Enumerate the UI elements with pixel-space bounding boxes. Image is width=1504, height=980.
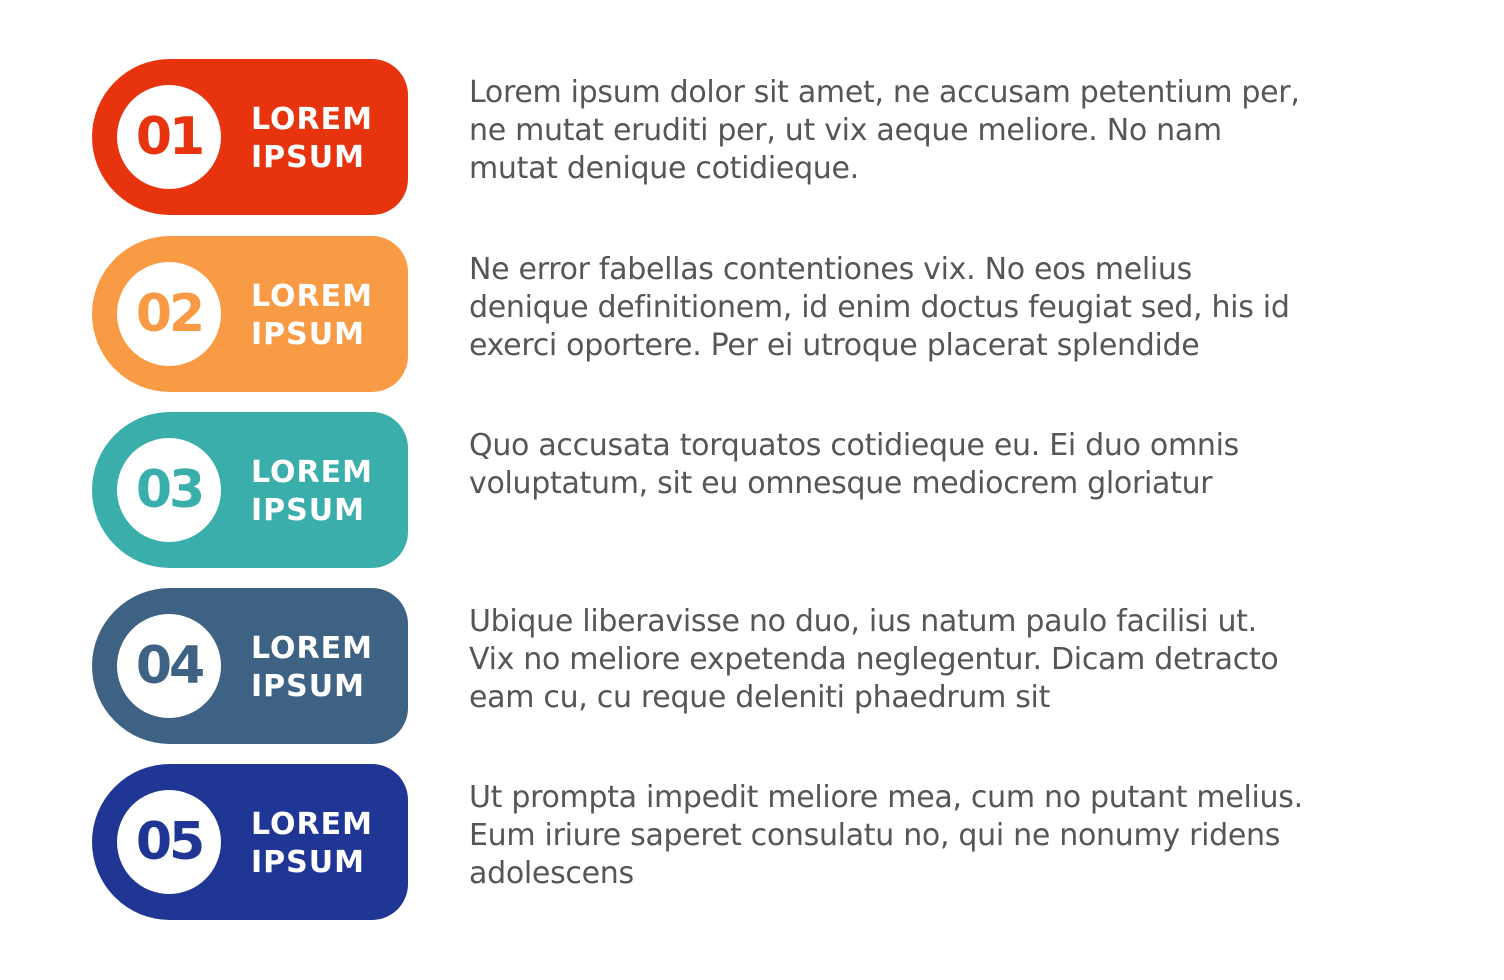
description-line: ne mutat eruditi per, ut vix aeque meliore. No nam <box>469 113 1222 148</box>
description-line: Quo accusata torquatos cotidieque eu. Ei duo omnis <box>469 428 1239 463</box>
description-line: exerci oportere. Per ei utroque placerat splendide <box>469 328 1200 363</box>
step-number: 01 <box>135 107 203 167</box>
number-circle <box>117 614 221 718</box>
step-number: 02 <box>135 284 203 344</box>
step-label-line: LOREM <box>251 102 373 137</box>
step-label-line: LOREM <box>251 279 373 314</box>
step-label-line: LOREM <box>251 807 373 842</box>
description-line: voluptatum, sit eu omnesque mediocrem gloriatur <box>469 466 1213 501</box>
step-item <box>92 588 1432 744</box>
step-label-line: IPSUM <box>251 669 365 704</box>
step-badge <box>92 236 408 392</box>
description-line: mutat denique cotidieque. <box>469 151 859 186</box>
step-item <box>92 236 1432 392</box>
description-line: Ut prompta impedit meliore mea, cum no putant melius. <box>469 780 1303 815</box>
step-label <box>251 806 373 882</box>
number-circle <box>117 438 221 542</box>
description-line: Vix no meliore expetenda neglegentur. Dicam detracto <box>469 642 1279 677</box>
step-label-line: IPSUM <box>251 493 365 528</box>
step-item <box>92 412 1432 568</box>
step-description <box>469 779 1429 893</box>
step-item <box>92 764 1432 920</box>
step-number: 03 <box>135 460 203 520</box>
step-label-line: IPSUM <box>251 845 365 880</box>
step-label <box>251 630 373 706</box>
description-line: Ne error fabellas contentiones vix. No eos melius <box>469 252 1192 287</box>
description-line: eam cu, cu reque deleniti phaedrum sit <box>469 680 1051 715</box>
step-label <box>251 278 373 354</box>
step-description <box>469 427 1429 503</box>
step-badge <box>92 59 408 215</box>
step-badge <box>92 412 408 568</box>
step-label <box>251 454 373 530</box>
description-line: Eum iriure saperet consulatu no, qui ne nonumy ridens <box>469 818 1281 853</box>
step-label-line: IPSUM <box>251 140 365 175</box>
description-line: Ubique liberavisse no duo, ius natum paulo facilisi ut. <box>469 604 1257 639</box>
description-line: denique definitionem, id enim doctus feugiat sed, his id <box>469 290 1290 325</box>
step-badge <box>92 764 408 920</box>
step-label-line: LOREM <box>251 631 373 666</box>
description-line: adolescens <box>469 856 634 891</box>
number-circle <box>117 262 221 366</box>
step-label <box>251 101 373 177</box>
number-circle <box>117 790 221 894</box>
step-number: 05 <box>135 812 203 872</box>
step-label-line: IPSUM <box>251 317 365 352</box>
number-circle <box>117 85 221 189</box>
step-number: 04 <box>135 636 203 696</box>
step-badge <box>92 588 408 744</box>
description-line: Lorem ipsum dolor sit amet, ne accusam petentium per, <box>469 75 1300 110</box>
step-description <box>469 251 1429 365</box>
step-label-line: LOREM <box>251 455 373 490</box>
step-item <box>92 59 1432 215</box>
step-description <box>469 603 1429 717</box>
step-description <box>469 74 1429 188</box>
